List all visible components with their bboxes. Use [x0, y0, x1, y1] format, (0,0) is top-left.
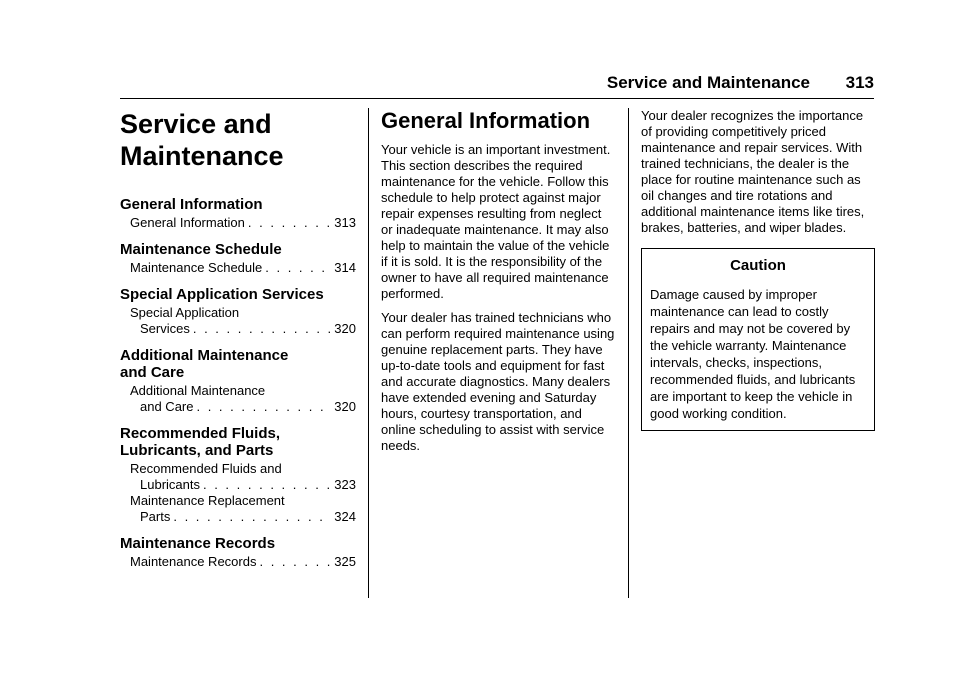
section-title: General Information — [381, 108, 591, 133]
toc-heading[interactable]: General Information — [120, 196, 263, 213]
toc-leader-dots — [196, 399, 331, 415]
toc-entry[interactable]: Maintenance Replacement Parts . . . 324 — [120, 493, 356, 525]
toc-leader-dots — [248, 215, 331, 231]
toc-entry[interactable]: Additional Maintenance and Care . . . 320 — [120, 383, 356, 415]
caution-title: Caution — [730, 257, 786, 274]
page-header — [120, 70, 874, 99]
toc-page-number: 324 — [334, 509, 356, 524]
toc-page-number: 320 — [334, 399, 356, 414]
toc-leader-dots — [259, 554, 331, 570]
toc-leader-dots — [193, 321, 331, 337]
toc-heading[interactable]: Special Application Services — [120, 286, 324, 303]
toc-section — [120, 196, 356, 231]
column-divider — [368, 108, 369, 598]
main-column — [381, 108, 615, 462]
chapter-title: Service and Maintenance — [120, 109, 284, 171]
header-title: Service and Maintenance — [606, 73, 810, 92]
toc-entry-label: Services — [140, 321, 190, 336]
toc-entry[interactable]: Recommended Fluids and Lubricants . . . 323 — [120, 461, 356, 493]
toc-entry-label: Parts — [140, 509, 171, 524]
toc-section — [120, 535, 356, 570]
toc-heading[interactable]: Maintenance Records — [120, 535, 276, 552]
toc-entry[interactable] — [120, 554, 356, 570]
toc-leader-dots — [203, 477, 331, 493]
toc-entry-label: Maintenance Records — [130, 554, 257, 569]
toc-entry-label: Lubricants — [140, 477, 200, 492]
column-divider — [628, 108, 629, 598]
paragraph: Your dealer recognizes the importance of providing competitively priced maintenance and repair services. With trained technicians, the dealer is the place for routine maintenance such as oil changes and tire rotations and additional maintenance items like tires, brakes, batteries, and wiper blades. — [641, 108, 865, 235]
paragraph: Your dealer has trained technicians who can perform required maintenance using genuine replacement parts. They have up-to-date tools and equipment for fast and accurate diagnostics. Many dealers have extended evening and Saturday hours, courtesy transportation, and online scheduling to assist with service needs. — [381, 310, 615, 453]
toc-section — [120, 241, 356, 276]
toc-heading[interactable]: Additional Maintenance and Care — [120, 347, 289, 381]
caution-text: Damage caused by improper maintenance can lead to costly repairs and may not be covered by the vehicle warranty. Maintenance intervals, checks, inspections, recommended fluids, and lubricants are important to keep the vehicle in good working condition. — [650, 287, 856, 421]
toc-page-number: 320 — [334, 321, 356, 336]
toc-entry[interactable]: Special Application Services . . . 320 — [120, 305, 356, 337]
paragraph: Your vehicle is an important investment. This section describes the required maintenance for the vehicle. Follow this schedule to help protect against major repair expenses resulting from neglect or inadequate maintenance. It may also help to maintain the value of the vehicle if it is sold. It is the responsibility of the owner to have all required maintenance performed. — [381, 142, 611, 301]
toc-page-number: 314 — [334, 260, 356, 275]
toc-section — [120, 286, 356, 337]
toc-entry[interactable] — [120, 260, 356, 276]
toc-entry-label: General Information — [130, 215, 245, 230]
toc-entry[interactable] — [120, 215, 356, 231]
toc-page-number: 323 — [334, 477, 356, 492]
page-number: 313 — [845, 73, 874, 92]
right-column — [641, 108, 875, 431]
toc-entry-label: Maintenance Schedule — [130, 260, 263, 275]
toc-section — [120, 347, 356, 415]
toc-heading[interactable]: Recommended Fluids, Lubricants, and Parts — [120, 425, 281, 459]
toc-entry-label: and Care — [140, 399, 194, 414]
toc-page-number: 325 — [334, 554, 356, 569]
table-of-contents — [120, 196, 356, 570]
toc-leader-dots — [173, 509, 331, 525]
toc-leader-dots — [265, 260, 331, 276]
caution-box — [641, 248, 875, 431]
toc-heading[interactable]: Maintenance Schedule — [120, 241, 282, 258]
toc-column — [120, 108, 356, 580]
toc-page-number: 313 — [334, 215, 356, 230]
toc-section — [120, 425, 356, 525]
